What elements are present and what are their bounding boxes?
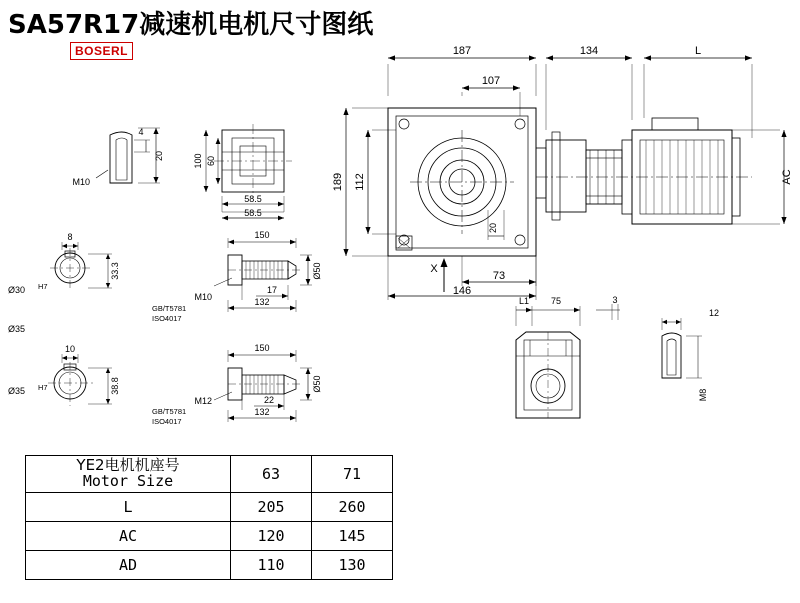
dim-60: 60: [206, 155, 216, 167]
label-M8: M8: [698, 388, 708, 402]
table-header-label-en: Motor Size: [82, 471, 174, 490]
dim-107: 107: [481, 75, 501, 87]
dim-d30-h7: H7: [38, 282, 48, 291]
motor-size-table: [25, 455, 393, 580]
dim-d35-h7: H7: [38, 383, 48, 392]
dim-132-bot: 132: [254, 407, 270, 417]
label-M12-bolt: M12: [194, 396, 212, 406]
table-row: [26, 521, 393, 550]
table-header-col1: 63: [231, 456, 312, 493]
dim-12: 12: [708, 308, 720, 318]
dim-17: 17: [266, 285, 278, 295]
dim-d50-top: Ø50: [312, 262, 322, 280]
dim-d30: Ø30: [8, 285, 26, 295]
dim-L1: L1: [518, 296, 530, 306]
dim-150-top: 150: [254, 230, 270, 240]
dim-58-5-b: 58.5: [244, 208, 262, 218]
dim-187: 187: [452, 45, 472, 57]
dim-d35: Ø35: [8, 386, 26, 396]
view-marker-X: X: [430, 263, 438, 275]
table-cell: 145: [312, 521, 393, 550]
dim-L: L: [694, 45, 702, 57]
dim-132-top: 132: [254, 297, 270, 307]
dim-3: 3: [612, 295, 618, 305]
table-row: [26, 492, 393, 521]
table-header-col2: 71: [312, 456, 393, 493]
page-title: SA57R17减速机电机尺寸图纸: [8, 10, 374, 40]
dim-key-8: 8: [67, 232, 73, 242]
dim-112: 112: [354, 173, 366, 191]
table-row-label: AC: [26, 521, 231, 550]
table-cell: 110: [231, 550, 312, 579]
label-M10-keyway: M10: [72, 177, 90, 187]
dim-146: 146: [452, 285, 472, 297]
dim-150-bot: 150: [254, 343, 270, 353]
table-cell: 260: [312, 492, 393, 521]
label-M10-bolt: M10: [194, 292, 212, 302]
std-iso4017-2: ISO4017: [152, 417, 182, 426]
std-iso4017-1: ISO4017: [152, 314, 182, 323]
table-row-header: [26, 456, 393, 493]
table-cell: 130: [312, 550, 393, 579]
brand-logo: BOSERL: [70, 42, 133, 60]
dim-20-body: 20: [488, 222, 498, 234]
dim-22: 22: [263, 395, 275, 405]
label-d35: Ø35: [8, 324, 26, 334]
dim-73: 73: [492, 270, 506, 282]
dim-189: 189: [332, 172, 344, 192]
table-header-label: [26, 456, 231, 493]
std-gb-t5781-1: GB/T5781: [152, 304, 187, 313]
table-header-label-cn: YE2电机机座号: [76, 456, 180, 474]
table-row-label: AD: [26, 550, 231, 579]
dim-75: 75: [550, 296, 562, 306]
dim-key-20: 20: [154, 150, 164, 162]
table-cell: 205: [231, 492, 312, 521]
dim-134: 134: [579, 45, 599, 57]
dim-key-10: 10: [64, 344, 76, 354]
dim-33-3: 33.3: [110, 262, 120, 280]
table-cell: 120: [231, 521, 312, 550]
dim-38-8: 38.8: [110, 377, 120, 395]
dim-key-4: 4: [138, 127, 144, 137]
dim-58-5-a: 58.5: [244, 194, 262, 204]
table-row: [26, 550, 393, 579]
std-gb-t5781-2: GB/T5781: [152, 407, 187, 416]
dim-100: 100: [193, 153, 203, 169]
table-row-label: L: [26, 492, 231, 521]
dim-d50-bot: Ø50: [312, 375, 322, 393]
dim-AC: AC: [781, 169, 793, 185]
